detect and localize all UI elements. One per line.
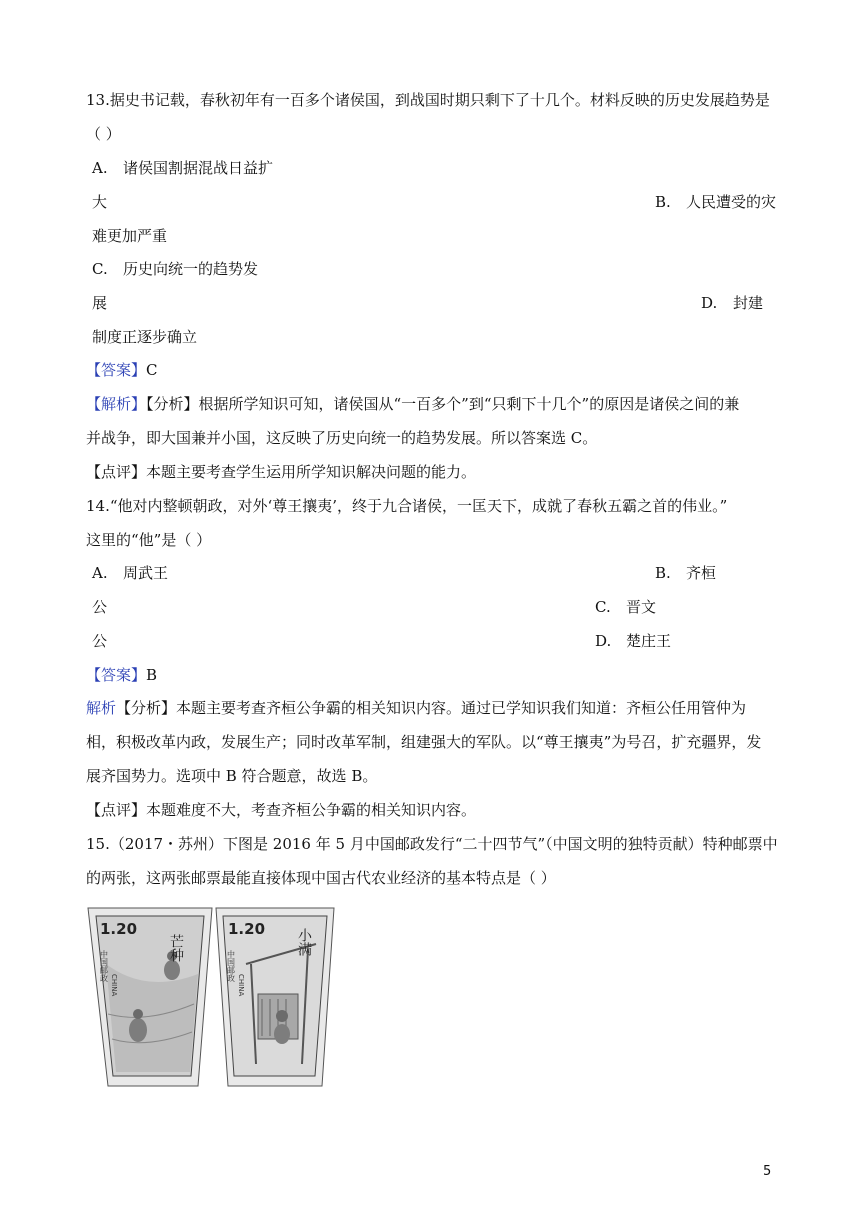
q14-stem-line2: 这里的“他”是（ ）	[86, 531, 212, 549]
q13-option-c-label: C.	[92, 260, 108, 278]
q15-stem-line1: 15.（2017・苏州）下图是 2016 年 5 月中国邮政发行“二十四节气”（中国文明的独特贡献）特种邮票中	[86, 835, 778, 853]
q13-option-b-cont: 难更加严重	[92, 227, 168, 245]
q13-analysis-line2: 并战争，即大国兼并小国，这反映了历史向统一的趋势发展。所以答案选 C。	[86, 429, 598, 447]
q14-analysis-line3: 展齐国势力。选项中 B 符合题意，故选 B。	[86, 767, 378, 785]
q13-option-c-text: 历史向统一的趋势发	[123, 260, 259, 278]
stamp-mangzhong	[88, 908, 212, 1086]
q13-answer	[86, 360, 158, 380]
q13-option-c-cont: 展	[92, 294, 108, 312]
q14-option-a-text: 周武王	[123, 564, 169, 582]
q13-option-d-cont: 制度正逐步确立	[92, 328, 198, 346]
stamp-left-value: 1.20	[100, 920, 138, 938]
q14-analysis-line2: 相，积极改革内政，发展生产；同时改革军制，组建强大的军队。以“尊王攘夷”为号召，扩充疆界，发	[86, 733, 762, 751]
q13-option-a-text: 诸侯国割据混战日益扩	[123, 159, 274, 177]
analysis-text: 【分析】根据所学知识可知，诸侯国从“一百多个”到“只剩下十几个”的原因是诸侯之间的兼	[146, 395, 740, 413]
q14-analysis-line1	[86, 698, 746, 718]
page-number: 5	[763, 1164, 772, 1179]
q14-option-c-label: C.	[595, 598, 611, 616]
q14-option-c-cont: 公	[92, 632, 108, 650]
stamp-left-en: CHINA	[110, 974, 118, 997]
analysis-text: 【分析】本题主要考查齐桓公争霸的相关知识内容。通过已学知识我们知道：齐桓公任用管仲为	[116, 699, 747, 717]
q13-comment	[86, 462, 476, 482]
q13-analysis-line1	[86, 394, 739, 414]
q13-option-b-text: 人民遭受的灾	[686, 193, 777, 211]
stamp-right-post: 中国邮政	[226, 950, 236, 982]
stamp-left-post: 中国邮政	[99, 950, 109, 982]
stamp-right-name: 小满	[296, 928, 312, 956]
q15-stem-line2: 的两张，这两张邮票最能直接体现中国古代农业经济的基本特点是（ ）	[86, 869, 556, 887]
q14-stem-line1: 14.“他对内整顿朝政，对外‘尊王攘夷’，终于九合诸侯，一匡天下，成就了春秋五霸之首的伟业。”	[86, 497, 728, 515]
stamp-right-en: CHINA	[237, 974, 245, 997]
analysis-tag: 解析	[86, 699, 117, 717]
comment-text: 本题主要考查学生运用所学知识解决问题的能力。	[146, 463, 477, 481]
stamp-right-value: 1.20	[228, 920, 266, 938]
comment-tag: 【点评】	[86, 463, 147, 481]
analysis-tag: 【解析】	[86, 395, 147, 413]
comment-tag: 【点评】	[86, 801, 147, 819]
q14-answer	[86, 665, 157, 685]
q14-option-d-text: 楚庄王	[626, 632, 672, 650]
answer-tag: 【答案】	[86, 361, 147, 379]
stamp-xiaoman	[216, 908, 334, 1086]
answer-value: B	[146, 666, 158, 684]
q13-option-a-cont: 大	[92, 193, 108, 211]
q13-option-d-text: 封建	[733, 294, 764, 312]
q14-option-a-label: A.	[92, 564, 108, 582]
q13-option-a-label: A.	[92, 159, 108, 177]
stamp-left-name: 芒种	[168, 934, 184, 962]
answer-tag: 【答案】	[86, 666, 147, 684]
q14-option-b-cont: 公	[92, 598, 108, 616]
q14-option-b-label: B.	[655, 564, 671, 582]
q13-option-b-label: B.	[655, 193, 671, 211]
q13-stem-line1: 13.据史书记载，春秋初年有一百多个诸侯国，到战国时期只剩下了十几个。材料反映的历史发展趋势是	[86, 91, 770, 109]
q13-option-d-label: D.	[701, 294, 718, 312]
q13-stem-line2: （ ）	[86, 125, 121, 143]
q14-option-c-text: 晋文	[626, 598, 657, 616]
q14-option-b-text: 齐桓	[686, 564, 717, 582]
answer-value: C	[146, 361, 158, 379]
q14-option-d-label: D.	[595, 632, 612, 650]
q14-comment	[86, 800, 476, 820]
stamps-illustration	[86, 904, 336, 1090]
stamps-figure	[86, 904, 336, 1090]
comment-text: 本题难度不大，考查齐桓公争霸的相关知识内容。	[146, 801, 477, 819]
